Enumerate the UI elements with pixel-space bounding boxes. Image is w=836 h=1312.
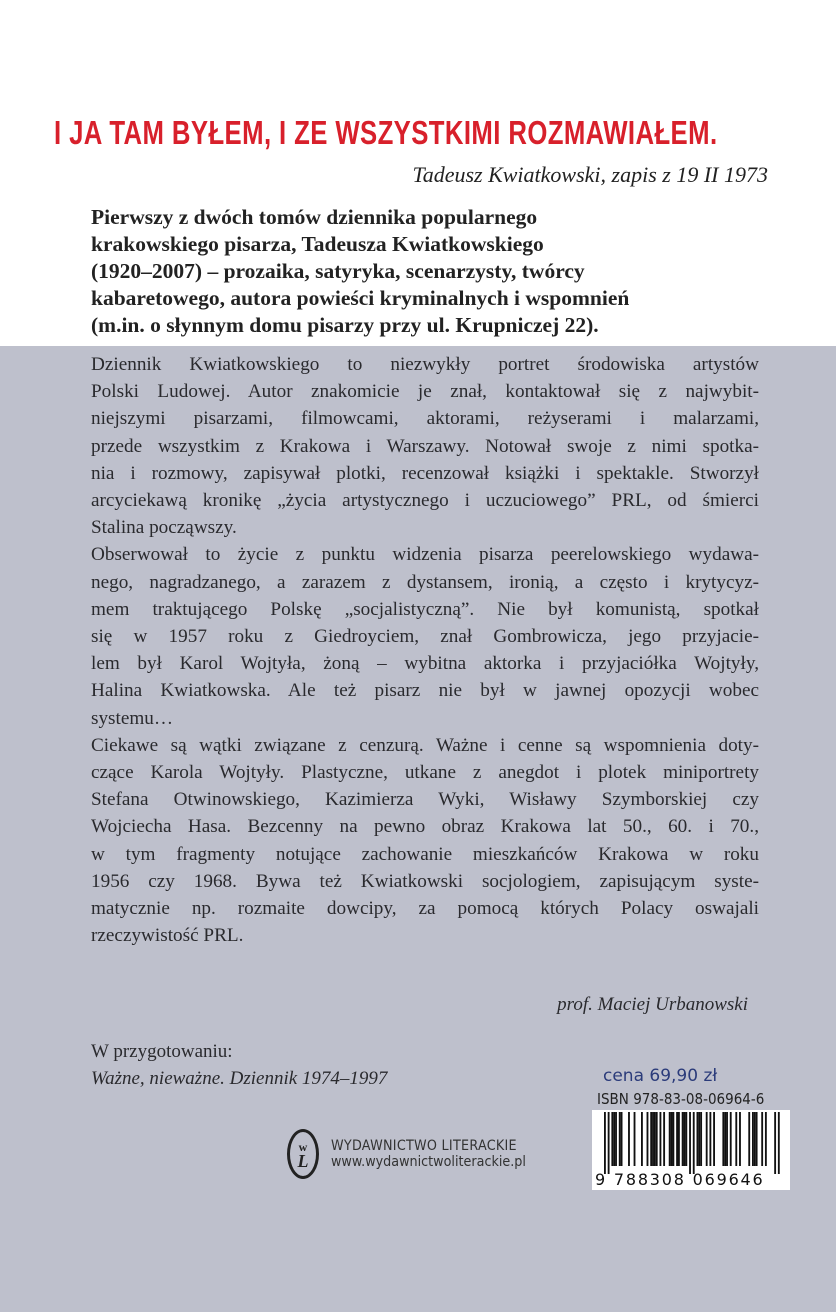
barcode-bar [739, 1112, 741, 1166]
barcode-bar [654, 1112, 656, 1166]
barcode-bar [709, 1112, 711, 1166]
body-line: Halina Kwiatkowska. Ale też pisarz nie był w jawnej opozycji wobec [91, 680, 759, 702]
barcode-bar [621, 1112, 623, 1166]
barcode-bar [672, 1112, 674, 1166]
barcode-bar [628, 1112, 630, 1166]
barcode-bar [730, 1112, 732, 1166]
price-label: cena 69,90 zł [603, 1066, 718, 1086]
in-preparation-label: W przygotowaniu: [91, 1041, 233, 1062]
barcode-bar [748, 1112, 750, 1166]
barcode-bar [693, 1112, 695, 1174]
body-line: Stalina począwszy. [91, 517, 237, 539]
barcode-bar [652, 1112, 654, 1166]
body-line: się w 1957 roku z Giedroyciem, znał Gombrowicza, jego przyjacie- [91, 626, 759, 648]
barcode-bar [619, 1112, 621, 1166]
publisher-url: www.wydawnictwoliterackie.pl [331, 1154, 526, 1170]
barcode-bar [671, 1112, 673, 1166]
lead-line: krakowskiego pisarza, Tadeusza Kwiatkowskiego [91, 232, 544, 256]
barcode-bar [678, 1112, 680, 1166]
barcode-bar [765, 1112, 767, 1166]
barcode-bar [761, 1112, 763, 1166]
body-line: w tym fragmenty notujące zachowanie mieszkańców Krakowa w roku [91, 843, 759, 865]
body-line: Dziennik Kwiatkowskiego to niezwykły portret środowiska artystów [91, 354, 759, 375]
body-line: rzeczywistość PRL. [91, 925, 244, 947]
body-line: Wojciecha Hasa. Bezcenny na pewno obraz Krakowa lat 50., 60. i 70., [91, 816, 759, 838]
barcode-bar [774, 1112, 776, 1174]
lead-line: (1920–2007) – prozaika, satyryka, scenarzysty, twórcy [91, 259, 585, 283]
barcode-bar [778, 1112, 780, 1174]
barcode-bar [697, 1112, 699, 1166]
lead-line: Pierwszy z dwóch tomów dziennika popularnego [91, 205, 538, 229]
barcode-bar [634, 1112, 636, 1166]
isbn-label: ISBN 978-83-08-06964-6 [597, 1090, 765, 1108]
barcode-bar [735, 1112, 737, 1166]
body-line: lem był Karol Wojtyła, żoną – wybitna aktorka i przyjaciółka Wojtyły, [91, 653, 759, 675]
publisher-name: WYDAWNICTWO LITERACKIE [331, 1138, 517, 1154]
barcode-bar [689, 1112, 691, 1174]
blurb-body [91, 351, 759, 949]
body-line: nia i rozmowy, zapisywał plotki, recenzował książki i spektakle. Stworzył [91, 462, 759, 484]
body-line: przede wszystkim z Krakowa i Warszawy. Notował swoje z nimi spotka- [91, 435, 759, 457]
barcode-bar [698, 1112, 700, 1166]
body-line: nego, nagradzanego, a zarazem z dystansem, ironią, a często i krytycyz- [91, 571, 759, 593]
in-preparation-title: Ważne, nieważne. Dziennik 1974–1997 [91, 1068, 388, 1089]
barcode-bar [754, 1112, 756, 1166]
barcode-bar [656, 1112, 658, 1166]
barcode-bar [713, 1112, 715, 1166]
body-line: Stefana Otwinowskiego, Kazimierza Wyki, Wisławy Szymborskiej czy [91, 789, 759, 811]
barcode-bar [724, 1112, 726, 1166]
barcode-bars [592, 1110, 790, 1174]
barcode-bar [660, 1112, 662, 1166]
barcode-bar [752, 1112, 754, 1166]
review-signature: prof. Maciej Urbanowski [557, 994, 748, 1015]
body-line: arcyciekawą kronikę „życia artystycznego i uczuciowego” PRL, od śmierci [91, 490, 759, 512]
barcode-bar [608, 1112, 610, 1174]
barcode-bar [684, 1112, 686, 1166]
barcode-bar [604, 1112, 606, 1174]
barcode-bar [641, 1112, 643, 1166]
barcode-bar [706, 1112, 708, 1166]
body-line: mem traktującego Polskę „socjalistyczną”. Nie był komunistą, spotkał [91, 598, 759, 620]
barcode-bar [700, 1112, 702, 1166]
barcode-bar [611, 1112, 613, 1166]
lead-line: kabaretowego, autora powieści kryminalnych i wspomnień [91, 286, 630, 310]
barcode-bar [685, 1112, 687, 1166]
body-line: matycznie np. rozmaite dowcipy, za pomocą których Polacy oswajali [91, 898, 759, 920]
barcode [592, 1110, 790, 1190]
in-preparation [91, 1038, 387, 1092]
barcode-bar [726, 1112, 728, 1166]
body-line: niejszymi pisarzami, filmowcami, aktorami, reżyserami i malarzami, [91, 408, 759, 430]
barcode-digits: 9 788308 069646 [595, 1170, 765, 1189]
body-line: 1956 czy 1968. Bywa też Kwiatkowski socjologiem, zapisującym syste- [91, 870, 759, 892]
barcode-bar [613, 1112, 615, 1166]
barcode-bar [663, 1112, 665, 1166]
barcode-bar [647, 1112, 649, 1166]
body-line: Polski Ludowej. Autor znakomicie je znał, kontaktował się z najwybit- [91, 381, 759, 403]
body-line: systemu… [91, 707, 174, 729]
barcode-bar [682, 1112, 684, 1166]
barcode-bar [676, 1112, 678, 1166]
cover-headline: I JA TAM BYŁEM, I ZE WSZYSTKIMI ROZMAWIAŁEM. [54, 114, 718, 151]
publisher-logo-icon: w L [287, 1129, 319, 1179]
barcode-bar [615, 1112, 617, 1166]
barcode-bar [722, 1112, 724, 1166]
barcode-bar [756, 1112, 758, 1166]
lead-paragraph [91, 204, 791, 339]
body-line: Obserwował to życie z punktu widzenia pisarza peerelowskiego wydawa- [91, 544, 759, 566]
body-line: czące Karola Wojtyły. Plastyczne, utkane z anegdot i plotek miniportrety [91, 762, 759, 784]
lead-line: (m.in. o słynnym domu pisarzy przy ul. Krupniczej 22). [91, 313, 599, 337]
quote-attribution: Tadeusz Kwiatkowski, zapis z 19 II 1973 [412, 162, 768, 187]
body-line: Ciekawe są wątki związane z cenzurą. Ważne i cenne są wspomnienia doty- [91, 734, 759, 756]
barcode-bar [650, 1112, 652, 1166]
publisher-block [287, 1129, 553, 1179]
barcode-bar [669, 1112, 671, 1166]
